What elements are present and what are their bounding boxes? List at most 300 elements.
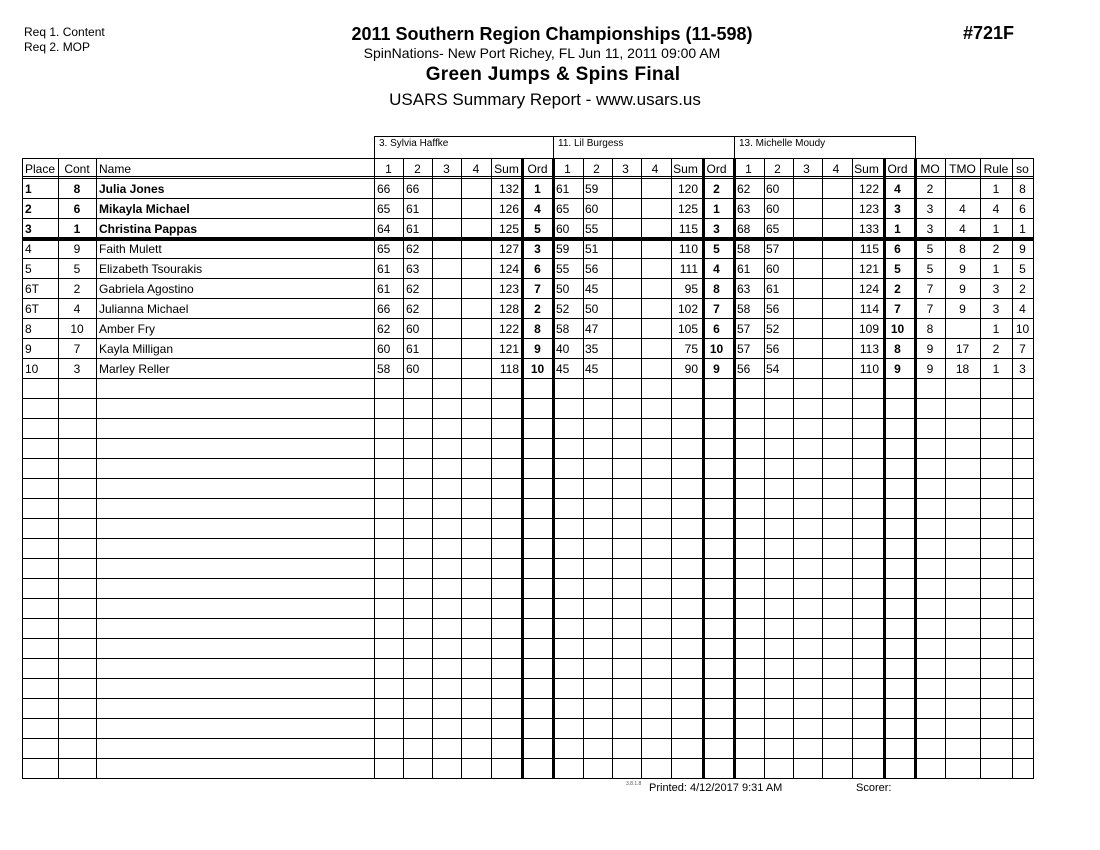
empty-cell (945, 499, 980, 519)
empty-cell (980, 659, 1012, 679)
empty-cell (553, 459, 582, 479)
empty-cell (980, 499, 1012, 519)
empty-cell (980, 439, 1012, 459)
cell-rule: 2 (992, 342, 1000, 356)
empty-cell (882, 559, 913, 579)
empty-cell (792, 679, 821, 699)
empty-cell (611, 579, 640, 599)
grid-line (461, 158, 462, 779)
cell-judge-2-ord: 5 (713, 242, 720, 256)
empty-cell (980, 559, 1012, 579)
empty-cell (403, 499, 432, 519)
cell-judge-3-4 (821, 219, 851, 239)
empty-cell (701, 699, 732, 719)
cell-name: Marley Reller (99, 362, 170, 376)
empty-cell (58, 739, 96, 759)
empty-cell (553, 599, 582, 619)
cell-place: 10 (25, 362, 39, 376)
empty-cell (374, 419, 403, 439)
empty-cell (945, 719, 980, 739)
empty-cell (701, 459, 732, 479)
empty-cell (522, 519, 553, 539)
cell-mo: 8 (926, 322, 934, 336)
empty-cell (432, 759, 461, 779)
empty-cell (553, 539, 582, 559)
cell-judge-3-3 (792, 179, 821, 199)
cell-tmo: 9 (959, 302, 966, 316)
cell-judge-2-2: 35 (585, 342, 599, 356)
empty-cell (461, 619, 491, 639)
empty-cell (821, 739, 851, 759)
cell-judge-3-3 (792, 339, 821, 359)
empty-cell (553, 419, 582, 439)
cell-place: 1 (25, 182, 32, 196)
cell-judge-3-2: 56 (766, 342, 780, 356)
cell-judge-2-sum: 111 (679, 262, 698, 276)
empty-cell (821, 379, 851, 399)
column-header-judge-1-2: 2 (414, 162, 421, 176)
cell-judge-1-sum: 127 (498, 242, 519, 256)
empty-cell (640, 399, 670, 419)
column-header-judge-3-1: 1 (745, 162, 752, 176)
empty-cell (58, 399, 96, 419)
empty-cell (915, 599, 945, 619)
empty-cell (915, 479, 945, 499)
cell-judge-1-2: 60 (406, 322, 420, 336)
cell-place: 6T (25, 282, 40, 296)
empty-cell (701, 559, 732, 579)
cell-judge-3-sum: 133 (858, 222, 879, 236)
empty-cell (22, 479, 58, 499)
cell-judge-1-3 (432, 199, 461, 219)
empty-cell (553, 659, 582, 679)
empty-cell (640, 739, 670, 759)
grid-line (671, 158, 672, 779)
empty-cell (461, 659, 491, 679)
grid-line (945, 158, 946, 779)
cell-judge-2-2: 51 (585, 242, 599, 256)
grid-line (852, 158, 853, 779)
empty-cell (58, 459, 96, 479)
empty-cell (461, 419, 491, 439)
cell-tmo: 4 (959, 222, 966, 236)
empty-cell (821, 699, 851, 719)
empty-cell (980, 419, 1012, 439)
empty-cell (582, 659, 611, 679)
empty-cell (821, 479, 851, 499)
cell-judge-2-ord: 2 (713, 182, 720, 196)
empty-cell (374, 539, 403, 559)
cell-mo: 9 (926, 342, 934, 356)
empty-cell (22, 399, 58, 419)
empty-cell (58, 559, 96, 579)
empty-cell (58, 699, 96, 719)
empty-cell (945, 579, 980, 599)
empty-cell (611, 459, 640, 479)
empty-cell (701, 599, 732, 619)
cell-judge-3-ord: 5 (894, 262, 901, 276)
cell-judge-2-sum: 120 (677, 182, 698, 196)
cell-mo: 2 (926, 182, 934, 196)
cell-judge-2-ord: 10 (709, 342, 724, 356)
empty-cell (670, 519, 701, 539)
empty-cell (522, 679, 553, 699)
cell-judge-2-1: 65 (556, 202, 570, 216)
empty-cell (980, 619, 1012, 639)
requirement-1: Req 1. Content (24, 25, 105, 39)
empty-cell (792, 499, 821, 519)
empty-cell (432, 719, 461, 739)
empty-cell (763, 659, 792, 679)
empty-cell (670, 419, 701, 439)
empty-cell (734, 759, 763, 779)
cell-so: 6 (1019, 202, 1026, 216)
empty-cell (96, 479, 374, 499)
cell-judge-1-sum: 128 (498, 302, 519, 316)
empty-cell (491, 439, 522, 459)
empty-cell (96, 559, 374, 579)
cell-judge-3-ord: 9 (894, 362, 901, 376)
cell-judge-3-4 (821, 339, 851, 359)
cell-judge-3-ord: 2 (894, 282, 901, 296)
empty-cell (491, 539, 522, 559)
empty-cell (374, 639, 403, 659)
empty-cell (851, 619, 882, 639)
empty-cell (96, 399, 374, 419)
empty-cell (22, 379, 58, 399)
cell-name: Elizabeth Tsourakis (99, 262, 203, 276)
empty-cell (670, 579, 701, 599)
column-header-judge-2-4: 4 (651, 162, 659, 176)
empty-cell (915, 439, 945, 459)
cell-judge-3-3 (792, 239, 821, 259)
empty-cell (403, 719, 432, 739)
empty-cell (582, 579, 611, 599)
empty-cell (553, 619, 582, 639)
cell-cont: 2 (73, 282, 81, 296)
cell-judge-1-1: 62 (377, 322, 391, 336)
grid-line (403, 158, 404, 779)
cell-judge-3-sum: 113 (859, 342, 879, 356)
empty-cell (58, 499, 96, 519)
cell-judge-3-ord: 4 (894, 182, 901, 196)
cell-judge-1-4 (461, 179, 491, 199)
empty-cell (611, 759, 640, 779)
empty-cell (1012, 399, 1033, 419)
empty-cell (374, 479, 403, 499)
empty-cell (851, 459, 882, 479)
empty-cell (734, 619, 763, 639)
empty-cell (882, 459, 913, 479)
cell-tmo: 9 (959, 262, 966, 276)
empty-cell (611, 739, 640, 759)
empty-cell (734, 439, 763, 459)
empty-cell (915, 739, 945, 759)
empty-cell (491, 719, 522, 739)
empty-cell (374, 679, 403, 699)
empty-cell (792, 479, 821, 499)
empty-cell (22, 639, 58, 659)
report-title: USARS Summary Report - www.usars.us (389, 90, 701, 109)
cell-judge-1-2: 62 (406, 302, 420, 316)
cell-mo: 7 (926, 282, 934, 296)
cell-judge-1-4 (461, 319, 491, 339)
cell-judge-1-3 (432, 279, 461, 299)
cell-judge-1-1: 65 (377, 202, 391, 216)
cell-judge-2-ord: 4 (713, 262, 720, 276)
cell-rule: 1 (992, 362, 1000, 376)
empty-cell (821, 619, 851, 639)
empty-cell (432, 659, 461, 679)
cell-cont: 8 (73, 182, 81, 196)
empty-cell (582, 699, 611, 719)
cell-judge-2-1: 61 (556, 182, 570, 196)
cell-judge-2-3 (611, 219, 640, 239)
empty-cell (582, 419, 611, 439)
empty-cell (374, 559, 403, 579)
empty-cell (915, 539, 945, 559)
empty-cell (792, 599, 821, 619)
cell-judge-1-3 (432, 219, 461, 239)
cell-judge-2-3 (611, 319, 640, 339)
empty-cell (1012, 679, 1033, 699)
empty-cell (670, 399, 701, 419)
cell-judge-1-1: 58 (377, 362, 391, 376)
empty-cell (22, 699, 58, 719)
empty-cell (22, 419, 58, 439)
cell-judge-3-ord: 7 (894, 302, 901, 316)
cell-judge-3-4 (821, 179, 851, 199)
grid-line (822, 158, 823, 779)
cell-judge-3-1: 58 (737, 302, 751, 316)
cell-name: Christina Pappas (99, 222, 198, 236)
scorer-label: Scorer: (856, 782, 892, 794)
cell-mo: 5 (926, 262, 934, 276)
cell-name: Kayla Milligan (99, 342, 174, 356)
empty-cell (945, 699, 980, 719)
empty-cell (763, 499, 792, 519)
cell-judge-2-sum: 125 (677, 202, 698, 216)
cell-tmo (945, 319, 980, 339)
cell-judge-1-3 (432, 239, 461, 259)
cell-judge-2-sum: 102 (677, 302, 698, 316)
empty-cell (58, 759, 96, 779)
empty-cell (491, 699, 522, 719)
empty-cell (522, 639, 553, 659)
empty-cell (491, 679, 522, 699)
empty-cell (461, 379, 491, 399)
cell-rule: 1 (992, 222, 1000, 236)
empty-cell (670, 559, 701, 579)
cell-rule: 3 (992, 302, 1000, 316)
empty-cell (374, 399, 403, 419)
cell-judge-3-3 (792, 319, 821, 339)
empty-cell (640, 599, 670, 619)
cell-judge-2-1: 55 (556, 262, 570, 276)
empty-cell (701, 539, 732, 559)
cell-judge-2-sum: 90 (684, 362, 698, 376)
empty-cell (882, 419, 913, 439)
empty-cell (734, 499, 763, 519)
empty-cell (403, 579, 432, 599)
empty-cell (670, 439, 701, 459)
empty-cell (945, 599, 980, 619)
cell-judge-1-4 (461, 219, 491, 239)
cell-judge-2-2: 45 (585, 362, 599, 376)
empty-cell (522, 659, 553, 679)
cell-judge-2-1: 60 (556, 222, 570, 236)
empty-cell (821, 579, 851, 599)
cell-judge-2-2: 60 (585, 202, 599, 216)
empty-cell (432, 379, 461, 399)
cell-judge-3-ord: 10 (890, 322, 905, 336)
empty-cell (670, 459, 701, 479)
empty-cell (96, 599, 374, 619)
cell-judge-1-4 (461, 359, 491, 379)
empty-cell (734, 379, 763, 399)
empty-cell (763, 399, 792, 419)
empty-cell (980, 459, 1012, 479)
cell-judge-2-1: 50 (556, 282, 570, 296)
cell-tmo: 4 (959, 202, 966, 216)
grid-line (883, 158, 886, 779)
empty-cell (701, 579, 732, 599)
empty-cell (491, 619, 522, 639)
cell-mo: 9 (926, 362, 934, 376)
empty-cell (851, 379, 882, 399)
empty-cell (701, 679, 732, 699)
empty-cell (58, 599, 96, 619)
empty-cell (763, 619, 792, 639)
cell-so: 7 (1019, 342, 1026, 356)
grid-line (22, 158, 23, 779)
cell-judge-3-4 (821, 359, 851, 379)
empty-cell (734, 699, 763, 719)
empty-cell (734, 739, 763, 759)
empty-cell (821, 439, 851, 459)
cell-rule: 1 (992, 182, 1000, 196)
cell-rule: 4 (992, 202, 1000, 216)
empty-cell (461, 479, 491, 499)
empty-cell (701, 419, 732, 439)
cell-mo: 5 (926, 242, 934, 256)
empty-cell (640, 379, 670, 399)
empty-cell (1012, 719, 1033, 739)
empty-cell (821, 639, 851, 659)
cell-judge-1-3 (432, 359, 461, 379)
empty-cell (461, 739, 491, 759)
cell-judge-3-sum: 121 (858, 262, 879, 276)
empty-cell (522, 539, 553, 559)
empty-cell (22, 559, 58, 579)
empty-cell (432, 479, 461, 499)
empty-cell (980, 679, 1012, 699)
empty-cell (58, 619, 96, 639)
empty-cell (851, 499, 882, 519)
grid-line (432, 158, 433, 779)
empty-cell (980, 519, 1012, 539)
empty-cell (734, 679, 763, 699)
empty-cell (522, 599, 553, 619)
cell-judge-2-3 (611, 239, 640, 259)
empty-cell (522, 439, 553, 459)
empty-cell (640, 519, 670, 539)
cell-rule: 3 (992, 282, 1000, 296)
empty-cell (851, 759, 882, 779)
cell-judge-2-4 (640, 279, 670, 299)
empty-cell (670, 539, 701, 559)
cell-judge-1-2: 63 (406, 262, 420, 276)
empty-cell (945, 639, 980, 659)
empty-cell (670, 659, 701, 679)
cell-judge-3-3 (792, 219, 821, 239)
cell-judge-2-4 (640, 239, 670, 259)
empty-cell (96, 419, 374, 439)
empty-cell (821, 419, 851, 439)
cell-judge-2-1: 59 (556, 242, 570, 256)
empty-cell (553, 699, 582, 719)
empty-cell (980, 539, 1012, 559)
empty-cell (980, 759, 1012, 779)
column-header-judge-1-4: 4 (472, 162, 480, 176)
cell-judge-3-1: 62 (737, 182, 751, 196)
empty-cell (432, 599, 461, 619)
empty-cell (734, 659, 763, 679)
empty-cell (980, 379, 1012, 399)
cell-judge-3-sum: 114 (859, 302, 879, 316)
empty-cell (22, 619, 58, 639)
empty-cell (491, 499, 522, 519)
cell-judge-3-4 (821, 199, 851, 219)
cell-judge-2-2: 55 (585, 222, 599, 236)
cell-judge-3-2: 60 (766, 202, 780, 216)
empty-cell (403, 479, 432, 499)
empty-cell (915, 399, 945, 419)
empty-cell (945, 759, 980, 779)
empty-cell (701, 759, 732, 779)
empty-cell (432, 419, 461, 439)
empty-cell (1012, 699, 1033, 719)
empty-cell (701, 439, 732, 459)
cell-judge-2-4 (640, 339, 670, 359)
empty-cell (821, 519, 851, 539)
empty-cell (821, 659, 851, 679)
empty-cell (945, 739, 980, 759)
empty-cell (763, 679, 792, 699)
empty-cell (945, 459, 980, 479)
empty-cell (522, 559, 553, 579)
empty-cell (96, 579, 374, 599)
column-header-judge-1-sum: Sum (494, 162, 519, 176)
empty-cell (22, 519, 58, 539)
empty-cell (582, 619, 611, 639)
empty-cell (58, 379, 96, 399)
cell-judge-1-ord: 6 (534, 262, 541, 276)
event-title: Green Jumps & Spins Final (425, 64, 681, 85)
empty-cell (734, 639, 763, 659)
column-header-judge-1-1: 1 (385, 162, 392, 176)
grid-line (733, 158, 736, 779)
empty-cell (1012, 599, 1033, 619)
cell-judge-2-4 (640, 259, 670, 279)
column-header-judge-1-ord: Ord (527, 162, 548, 176)
cell-judge-2-ord: 7 (713, 302, 720, 316)
empty-cell (22, 679, 58, 699)
empty-cell (851, 479, 882, 499)
judge-3-header: 13. Michelle Moudy (734, 136, 916, 158)
cell-so: 9 (1019, 242, 1026, 256)
empty-cell (821, 599, 851, 619)
